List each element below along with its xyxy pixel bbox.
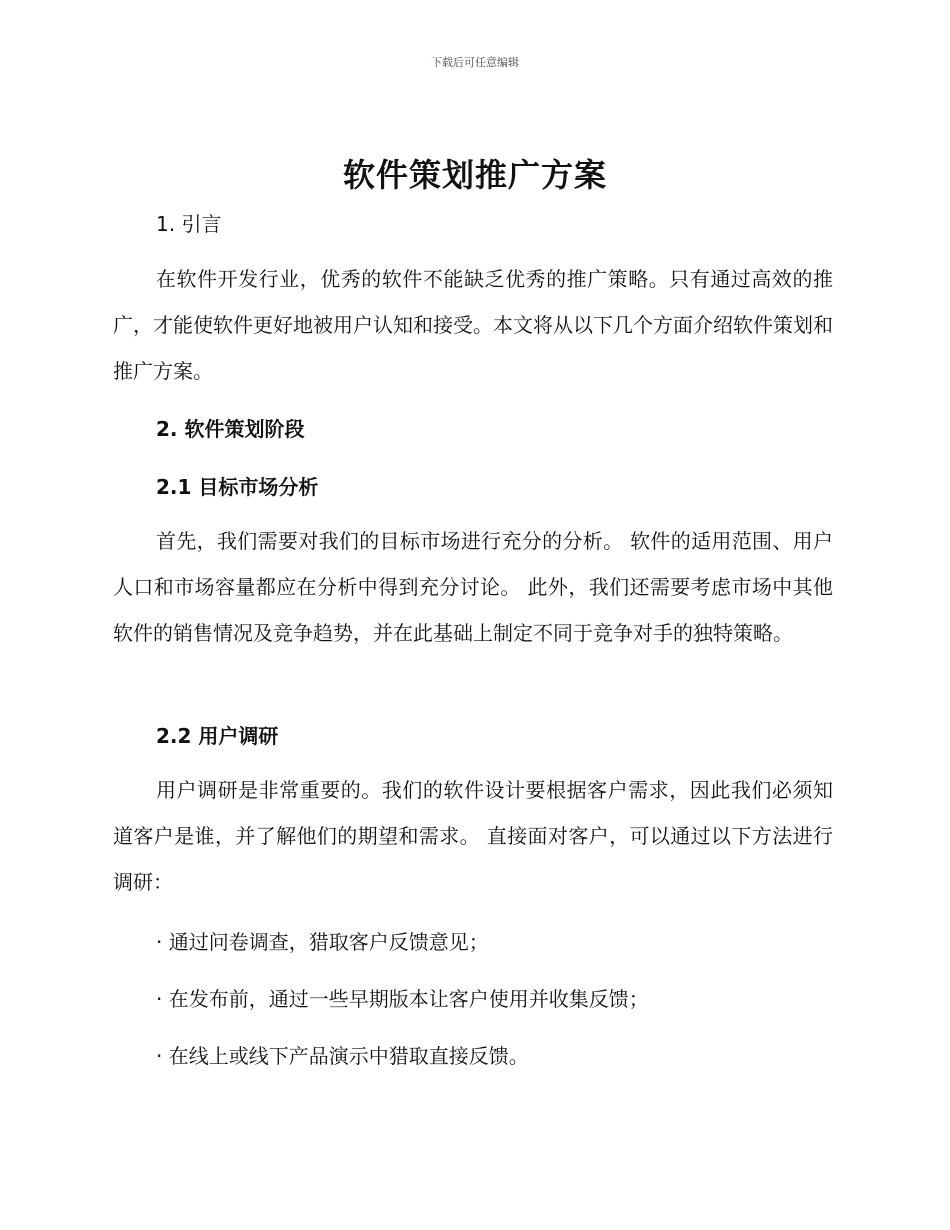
paragraph-user-research: 用户调研是非常重要的。我们的软件设计要根据客户需求，因此我们必须知道客户是谁，并了解他们的期望和需求。 直接面对客户，可以通过以下方法进行调研：: [113, 778, 833, 894]
section-heading-market-analysis: 2.1 目标市场分析: [156, 475, 319, 499]
section-heading-user-research: 2.2 用户调研: [156, 724, 279, 748]
section-heading-planning: 2. 软件策划阶段: [156, 417, 305, 441]
section-heading-intro: 1. 引言: [156, 212, 222, 236]
list-item: · 在线上或线下产品演示中猎取直接反馈。: [156, 1044, 529, 1068]
document-title: 软件策划推广方案: [342, 156, 607, 194]
list-item: · 通过问卷调查，猎取客户反馈意见；: [156, 930, 489, 954]
paragraph-intro: 在软件开发行业，优秀的软件不能缺乏优秀的推广策略。只有通过高效的推广，才能使软件更好地被用户认知和接受。本文将从以下几个方面介绍软件策划和推广方案。: [113, 267, 833, 383]
page-header-note: 下载后可任意编辑: [431, 56, 519, 69]
list-item: · 在发布前，通过一些早期版本让客户使用并收集反馈；: [156, 987, 649, 1011]
paragraph-market-analysis: 首先，我们需要对我们的目标市场进行充分的分析。 软件的适用范围、用户人口和市场容量都应在分析中得到充分讨论。 此外，我们还需要考虑市场中其他软件的销售情况及竞争趋势，并在此基础上制定不同于竞争对手的独特策略。: [113, 529, 833, 645]
